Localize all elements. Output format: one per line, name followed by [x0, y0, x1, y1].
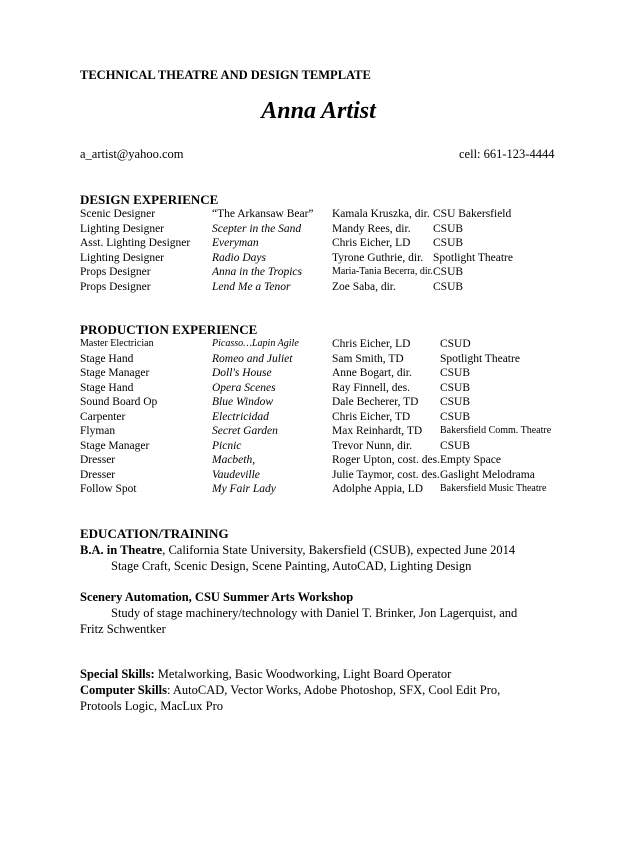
venue: CSUB: [439, 381, 471, 394]
workshop-line-1: Study of stage machinery/technology with Daniel T. Brinker, Jon Lagerquist, and: [111, 606, 518, 620]
person-name: Anna Artist: [261, 98, 376, 124]
table-row: [80, 236, 513, 251]
show: My Fair Lady: [212, 483, 276, 495]
venue: CSUB: [439, 439, 471, 452]
email: a_artist@yahoo.com: [80, 147, 184, 161]
role: Dresser: [80, 454, 116, 466]
table-row: [80, 395, 551, 410]
special-skills-label: Special Skills:: [80, 667, 155, 681]
show: Electricidad: [212, 410, 269, 423]
venue: CSUB: [433, 222, 464, 235]
person: Mandy Rees, dir.: [332, 222, 411, 235]
role: Lighting Designer: [80, 222, 164, 235]
venue: CSUB: [439, 367, 471, 379]
role: Stage Hand: [80, 381, 134, 394]
computer-skills-label: Computer Skills: [80, 683, 167, 697]
degree: B.A. in Theatre: [80, 543, 163, 557]
degree-line: [80, 542, 515, 558]
template-title: TECHNICAL THEATRE AND DESIGN TEMPLATE: [80, 68, 371, 82]
venue: CSU Bakersfield: [433, 208, 512, 220]
show: Vaudeville: [212, 468, 260, 481]
person: Kamala Kruszka, dir.: [332, 208, 430, 220]
table-row: [80, 439, 551, 454]
role: Flyman: [80, 425, 116, 437]
person: Dale Becherer, TD: [332, 396, 419, 408]
table-row: [80, 381, 551, 396]
role: Scenic Designer: [80, 208, 156, 220]
degree-detail: , California State University, Bakersfield (CSUB), expected June 2014: [162, 543, 516, 557]
person: Trevor Nunn, dir.: [332, 439, 413, 452]
table-row: [80, 222, 513, 237]
role: Stage Manager: [80, 367, 150, 379]
venue: CSUB: [433, 280, 464, 293]
person: Maria-Tania Becerra, dir.: [332, 266, 433, 277]
show: Picasso…Lapin Agile: [212, 338, 299, 349]
person: Chris Eicher, TD: [332, 410, 411, 423]
venue: Bakersfield Comm. Theatre: [439, 425, 552, 436]
show: Anna in the Tropics: [212, 266, 302, 278]
person: Julie Taymor, cost. des.: [332, 468, 440, 481]
table-row: [80, 265, 513, 280]
special-skills-text: Metalworking, Basic Woodworking, Light Board Operator: [154, 667, 452, 681]
table-row: [80, 337, 551, 352]
venue: CSUB: [433, 266, 464, 278]
workshop-title: Scenery Automation, CSU Summer Arts Workshop: [80, 590, 354, 604]
table-row: [80, 424, 551, 439]
show: Scepter in the Sand: [212, 222, 302, 235]
venue: Empty Space: [439, 454, 501, 466]
venue: CSUB: [439, 396, 471, 408]
show: Secret Garden: [212, 425, 278, 437]
special-skills: [80, 666, 451, 682]
computer-skills: [80, 682, 500, 698]
table-row: [80, 410, 551, 425]
cell-phone: cell: 661-123-4444: [459, 147, 555, 161]
venue: Spotlight Theatre: [433, 251, 513, 264]
role: Props Designer: [80, 266, 151, 278]
show: Opera Scenes: [212, 381, 276, 394]
venue: Spotlight Theatre: [439, 352, 520, 365]
person: Roger Upton, cost. des.: [332, 454, 440, 466]
design-heading: DESIGN EXPERIENCE: [80, 192, 219, 207]
role: Master Electrician: [80, 338, 154, 349]
role: Dresser: [80, 468, 116, 481]
production-table: [80, 337, 551, 497]
person: Ray Finnell, des.: [332, 381, 410, 394]
table-row: [80, 482, 551, 497]
show: Everyman: [212, 237, 259, 249]
person: Zoe Saba, dir.: [332, 280, 396, 293]
table-row: [80, 352, 551, 367]
table-row: [80, 207, 513, 222]
courses: Stage Craft, Scenic Design, Scene Painting, AutoCAD, Lighting Design: [111, 559, 472, 573]
person: Chris Eicher, LD: [332, 338, 411, 350]
role: Follow Spot: [80, 483, 137, 495]
workshop-line-2: Fritz Schwentker: [80, 622, 166, 636]
table-row: [80, 453, 551, 468]
role: Stage Hand: [80, 352, 134, 365]
person: Max Reinhardt, TD: [332, 425, 423, 437]
venue: Gaslight Melodrama: [439, 468, 535, 481]
person: Tyrone Guthrie, dir.: [332, 251, 424, 264]
venue: CSUD: [439, 338, 471, 350]
computer-skills-text: : AutoCAD, Vector Works, Adobe Photoshop, SFX, Cool Edit Pro,: [166, 683, 501, 697]
role: Carpenter: [80, 410, 126, 423]
person: Anne Bogart, dir.: [332, 367, 412, 379]
show: Lend Me a Tenor: [212, 280, 291, 293]
person: Sam Smith, TD: [332, 352, 404, 365]
table-row: [80, 468, 551, 483]
role: Stage Manager: [80, 439, 150, 452]
show: Doll's House: [212, 367, 272, 379]
show: “The Arkansaw Bear”: [212, 208, 314, 220]
person: Adolphe Appia, LD: [332, 483, 424, 495]
show: Picnic: [212, 439, 242, 452]
role: Asst. Lighting Designer: [80, 237, 191, 249]
venue: CSUB: [433, 237, 464, 249]
design-table: [80, 207, 513, 294]
table-row: [80, 280, 513, 295]
role: Sound Board Op: [80, 396, 158, 408]
table-row: [80, 251, 513, 266]
show: Macbeth,: [212, 454, 256, 466]
table-row: [80, 366, 551, 381]
person: Chris Eicher, LD: [332, 237, 411, 249]
venue: CSUB: [439, 410, 471, 423]
show: Romeo and Juliet: [212, 352, 293, 365]
education-heading: EDUCATION/TRAINING: [80, 526, 229, 541]
production-heading: PRODUCTION EXPERIENCE: [80, 322, 258, 337]
show: Radio Days: [212, 251, 266, 264]
venue: Bakersfield Music Theatre: [439, 483, 547, 494]
computer-skills-line-2: Protools Logic, MacLux Pro: [80, 699, 224, 713]
role: Lighting Designer: [80, 251, 164, 264]
role: Props Designer: [80, 280, 151, 293]
show: Blue Window: [212, 396, 274, 408]
